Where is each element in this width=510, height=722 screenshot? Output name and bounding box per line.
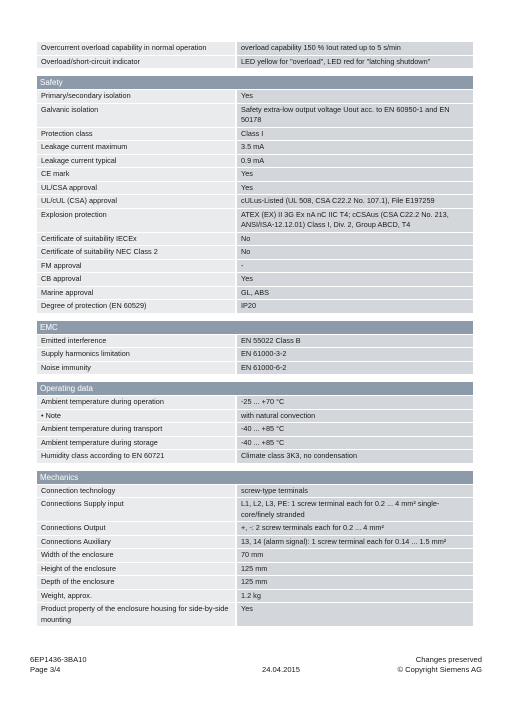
spec-label: Supply harmonics limitation xyxy=(37,348,235,361)
spec-value: No xyxy=(235,233,473,246)
spec-label: CE mark xyxy=(37,168,235,181)
spec-label: UL/CSA approval xyxy=(37,182,235,195)
spec-row xyxy=(37,590,473,603)
spec-row xyxy=(37,260,473,273)
spec-value: IP20 xyxy=(235,300,473,313)
spec-label: Connection technology xyxy=(37,485,235,498)
spec-label: Certificate of suitability NEC Class 2 xyxy=(37,246,235,259)
spec-value: screw-type terminals xyxy=(235,485,473,498)
spec-label: Height of the enclosure xyxy=(37,563,235,576)
section-header xyxy=(37,76,473,89)
spec-sheet xyxy=(37,41,473,627)
spec-row xyxy=(37,155,473,168)
spec-value: Safety extra-low output voltage Uout acc. to EN 60950-1 and EN 50178 xyxy=(235,104,473,127)
spec-row xyxy=(37,287,473,300)
spec-row xyxy=(37,522,473,535)
section-title: Mechanics xyxy=(37,471,473,484)
spec-label: Connections Auxiliary xyxy=(37,536,235,549)
spec-label: Certificate of suitability IECEx xyxy=(37,233,235,246)
section-gap xyxy=(37,375,473,381)
spec-label: Protection class xyxy=(37,128,235,141)
spec-label: FM approval xyxy=(37,260,235,273)
spec-row xyxy=(37,128,473,141)
section-gap xyxy=(37,69,473,75)
spec-value: 70 mm xyxy=(235,549,473,562)
section-title: Safety xyxy=(37,76,473,89)
section-header xyxy=(37,382,473,395)
footer-left xyxy=(30,655,87,675)
spec-label: Depth of the enclosure xyxy=(37,576,235,589)
spec-row xyxy=(37,273,473,286)
spec-label: Humidity class according to EN 60721 xyxy=(37,450,235,463)
spec-row xyxy=(37,410,473,423)
spec-label: Leakage current maximum xyxy=(37,141,235,154)
spec-value: LED yellow for "overload", LED red for "latching shutdown" xyxy=(235,56,473,69)
spec-row xyxy=(37,362,473,375)
spec-row xyxy=(37,498,473,521)
spec-value: 13, 14 (alarm signal): 1 screw terminal each for 0.14 ... 1.5 mm² xyxy=(235,536,473,549)
changes-note: Changes preserved xyxy=(415,655,482,664)
spec-row xyxy=(37,485,473,498)
order-number: 6EP1436-3BA10 xyxy=(30,655,87,664)
spec-value: L1, L2, L3, PE: 1 screw terminal each for 0.2 ... 4 mm² single-core/finely stranded xyxy=(235,498,473,521)
spec-row xyxy=(37,246,473,259)
spec-row xyxy=(37,603,473,626)
spec-label: Ambient temperature during transport xyxy=(37,423,235,436)
spec-row xyxy=(37,536,473,549)
spec-row xyxy=(37,42,473,55)
spec-value: 125 mm xyxy=(235,563,473,576)
spec-value: overload capability 150 % Iout rated up to 5 s/min xyxy=(235,42,473,55)
spec-value: -25 ... +70 °C xyxy=(235,396,473,409)
spec-label: Overcurrent overload capability in normal operation xyxy=(37,42,235,55)
spec-label: Weight, approx. xyxy=(37,590,235,603)
spec-row xyxy=(37,450,473,463)
spec-label: Product property of the enclosure housing for side-by-side mounting xyxy=(37,603,235,626)
section-gap xyxy=(37,314,473,320)
section-title: EMC xyxy=(37,321,473,334)
spec-value: +, -: 2 screw terminals each for 0.2 ... 4 mm² xyxy=(235,522,473,535)
spec-value: 0.9 mA xyxy=(235,155,473,168)
spec-table xyxy=(37,41,473,627)
spec-row xyxy=(37,348,473,361)
spec-label: Emitted interference xyxy=(37,335,235,348)
spec-value: ATEX (EX) II 3G Ex nA nC IIC T4; cCSAus (CSA C22.2 No. 213, ANSI/ISA-12.12.01) Class I, Div. 2, Group ABCD, T4 xyxy=(235,209,473,232)
spec-row xyxy=(37,300,473,313)
spec-value: cULus-Listed (UL 508, CSA C22.2 No. 107.1), File E197259 xyxy=(235,195,473,208)
section-gap xyxy=(37,464,473,470)
footer-date: 24.04.2015 xyxy=(262,665,301,674)
spec-value: 1.2 kg xyxy=(235,590,473,603)
spec-label: Overload/short-circuit indicator xyxy=(37,56,235,69)
spec-value: EN 55022 Class B xyxy=(235,335,473,348)
page-number: Page 3/4 xyxy=(30,665,61,674)
spec-value: EN 61000-3-2 xyxy=(235,348,473,361)
footer-right xyxy=(397,655,482,675)
spec-value: Yes xyxy=(235,273,473,286)
spec-row xyxy=(37,104,473,127)
spec-label: Ambient temperature during storage xyxy=(37,437,235,450)
spec-label: • Note xyxy=(37,410,235,423)
spec-value: with natural convection xyxy=(235,410,473,423)
copyright: © Copyright Siemens AG xyxy=(397,665,482,674)
spec-value: No xyxy=(235,246,473,259)
spec-row xyxy=(37,423,473,436)
spec-row xyxy=(37,576,473,589)
spec-value: EN 61000-6-2 xyxy=(235,362,473,375)
spec-value: Yes xyxy=(235,182,473,195)
spec-label: CB approval xyxy=(37,273,235,286)
spec-label: UL/cUL (CSA) approval xyxy=(37,195,235,208)
spec-value: Climate class 3K3, no condensation xyxy=(235,450,473,463)
spec-label: Connections Output xyxy=(37,522,235,535)
spec-value: 125 mm xyxy=(235,576,473,589)
spec-value: Yes xyxy=(235,90,473,103)
section-header xyxy=(37,321,473,334)
spec-row xyxy=(37,90,473,103)
spec-label: Leakage current typical xyxy=(37,155,235,168)
spec-row xyxy=(37,195,473,208)
spec-row xyxy=(37,437,473,450)
spec-row xyxy=(37,56,473,69)
spec-value: Yes xyxy=(235,168,473,181)
spec-label: Connections Supply input xyxy=(37,498,235,521)
spec-row xyxy=(37,396,473,409)
spec-row xyxy=(37,335,473,348)
spec-value: -40 ... +85 °C xyxy=(235,437,473,450)
section-header xyxy=(37,471,473,484)
spec-row xyxy=(37,168,473,181)
spec-label: Ambient temperature during operation xyxy=(37,396,235,409)
spec-label: Marine approval xyxy=(37,287,235,300)
spec-label: Width of the enclosure xyxy=(37,549,235,562)
spec-row xyxy=(37,549,473,562)
section-title: Operating data xyxy=(37,382,473,395)
spec-label: Noise immunity xyxy=(37,362,235,375)
spec-label: Degree of protection (EN 60529) xyxy=(37,300,235,313)
spec-value: - xyxy=(235,260,473,273)
spec-label: Primary/secondary isolation xyxy=(37,90,235,103)
spec-value: Class I xyxy=(235,128,473,141)
spec-value: -40 ... +85 °C xyxy=(235,423,473,436)
spec-label: Explosion protection xyxy=(37,209,235,232)
spec-row xyxy=(37,182,473,195)
spec-value: GL, ABS xyxy=(235,287,473,300)
spec-row xyxy=(37,233,473,246)
spec-value: 3.5 mA xyxy=(235,141,473,154)
spec-label: Galvanic isolation xyxy=(37,104,235,127)
spec-row xyxy=(37,141,473,154)
spec-row xyxy=(37,563,473,576)
spec-row xyxy=(37,209,473,232)
spec-value: Yes xyxy=(235,603,473,626)
